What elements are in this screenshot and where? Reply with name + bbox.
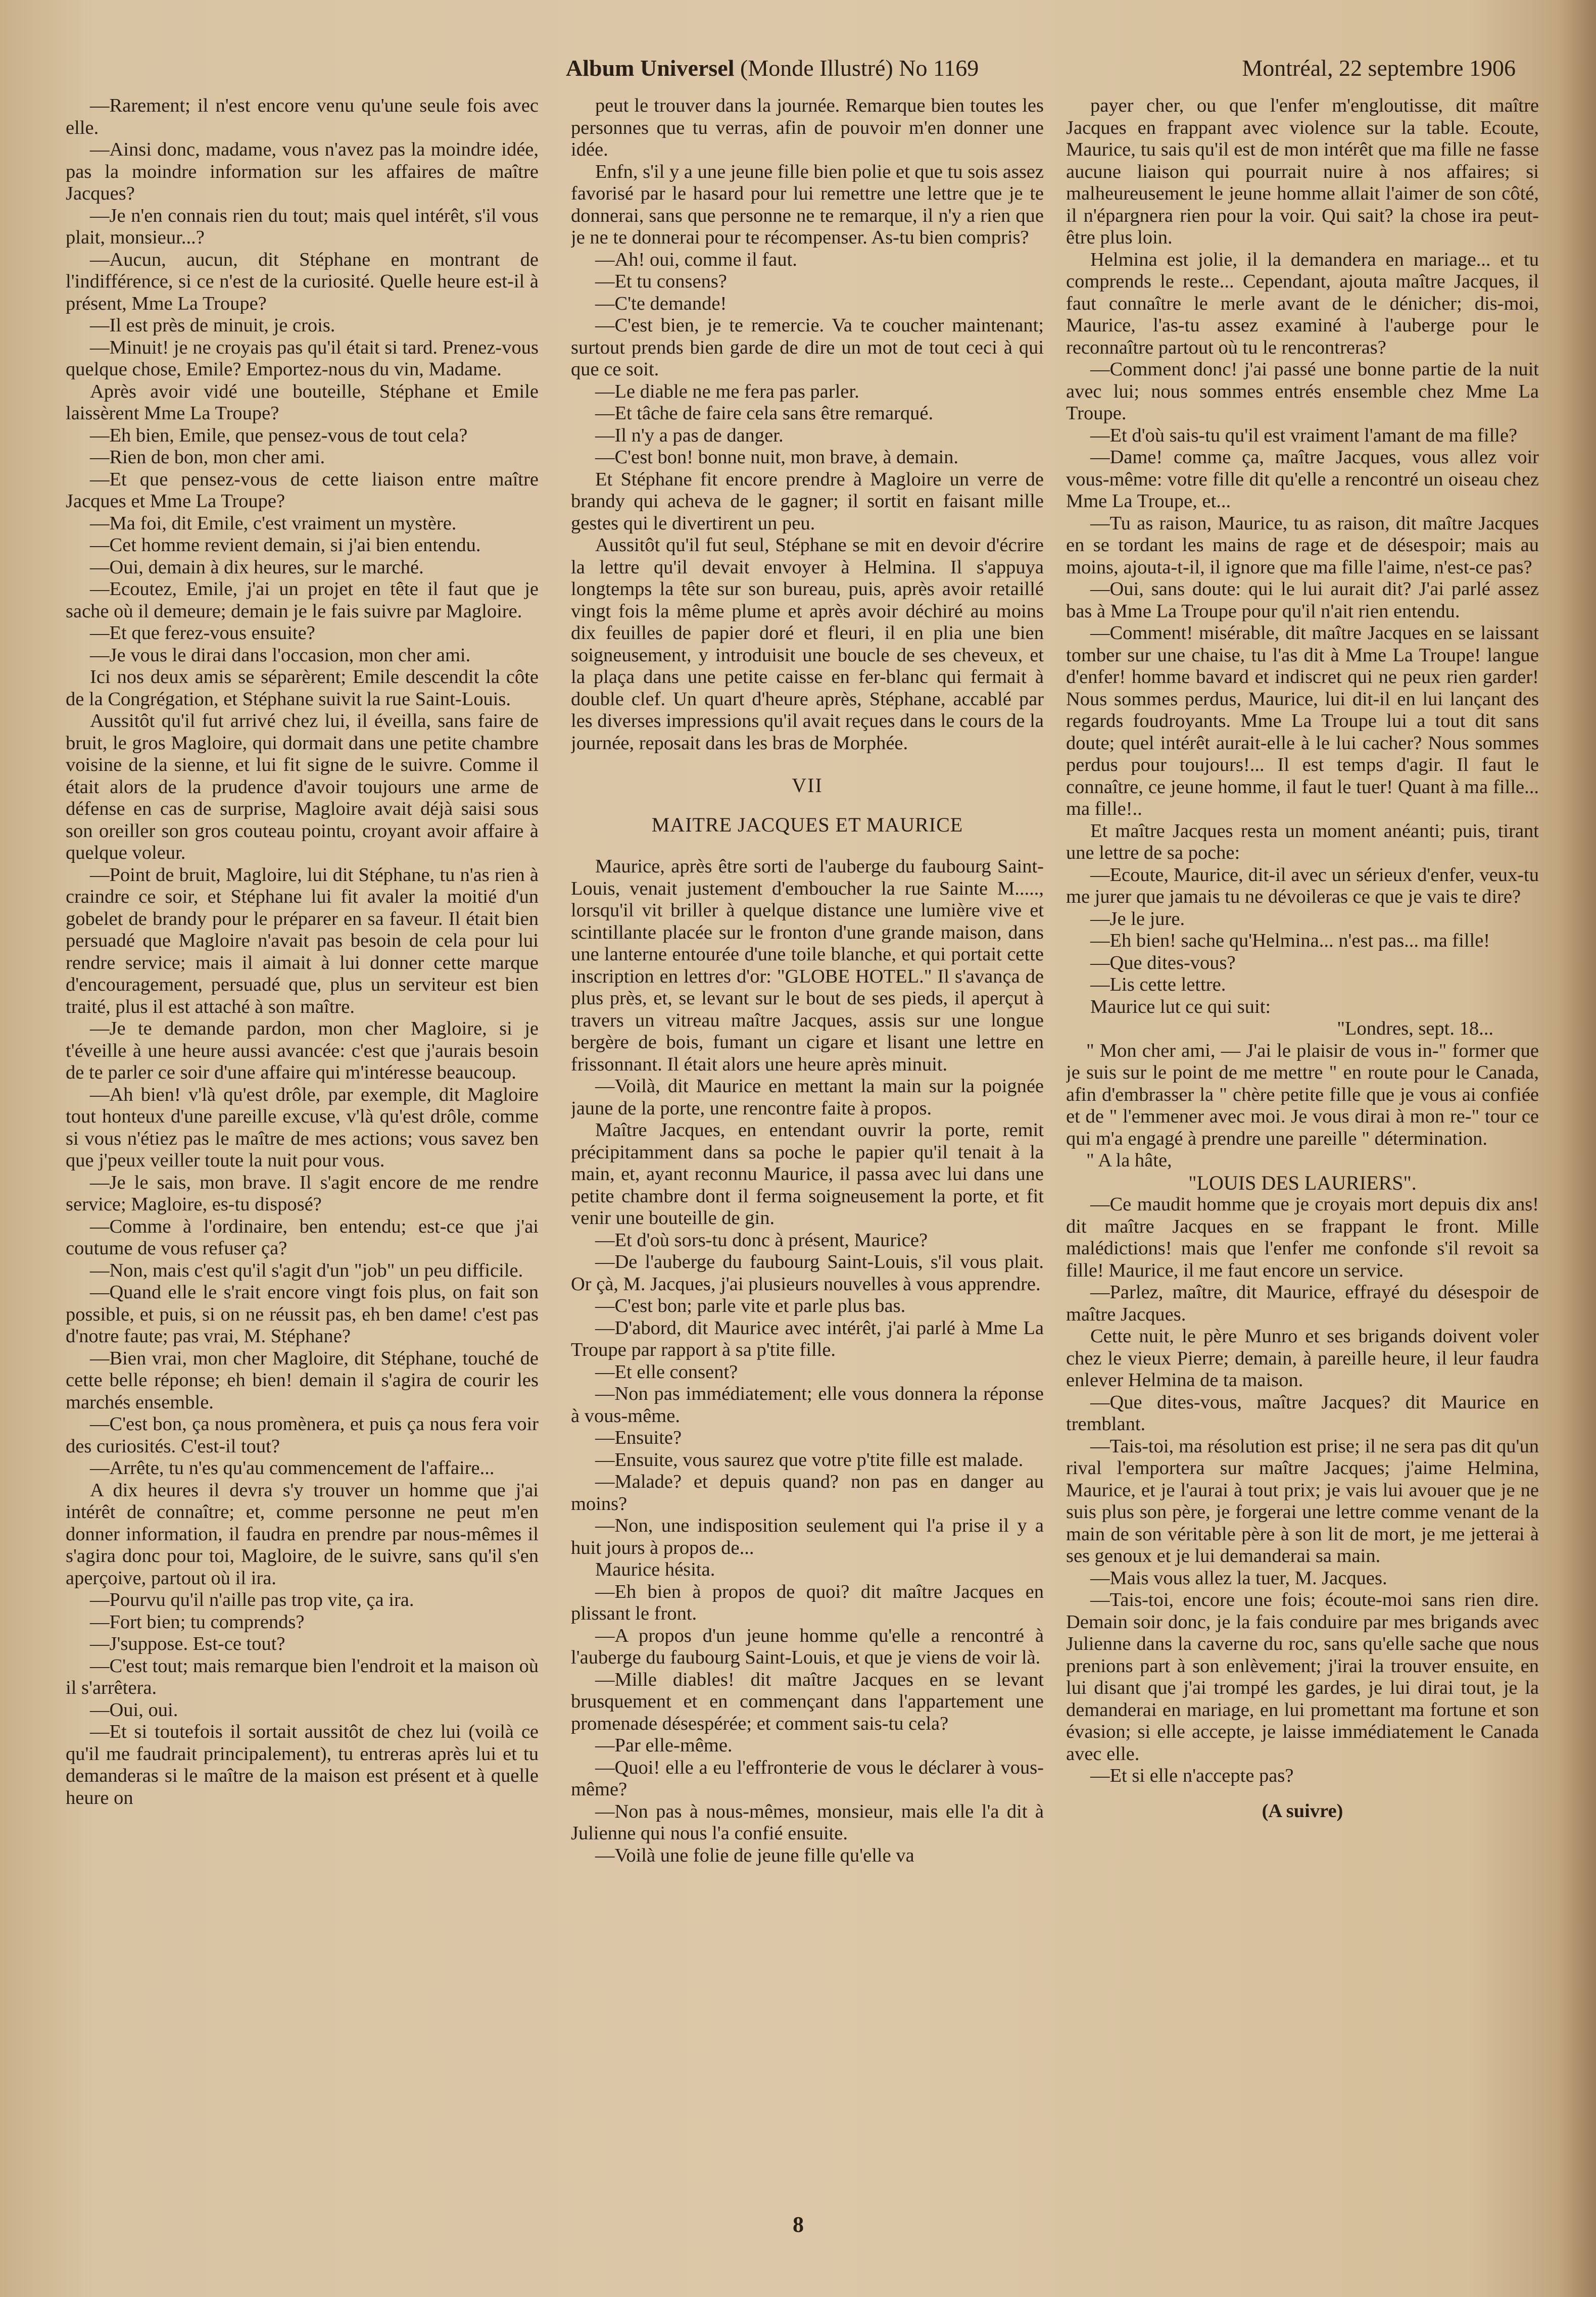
letter-signature: "LOUIS DES LAURIERS". <box>1188 1171 1417 1194</box>
paragraph: —Non pas immédiatement; elle vous donnera la réponse à vous-même. <box>571 1383 1044 1427</box>
paragraph: —Il est près de minuit, je crois. <box>90 315 335 336</box>
paragraph: " Mon cher ami, — J'ai le plaisir de vous in-" former que je suis sur le point de me mettre " en route pour le Canada, afin d'embrasser la " chère petite fille que je vous ai confiée et de " l'emmener avec moi. Je vous dirai à mon re-" tour ce qui m'a engagé à prendre une pareille " détermination. <box>1066 1040 1539 1149</box>
page-number: 8 <box>793 2212 804 2237</box>
paragraph: —Je le sais, mon brave. Il s'agit encore de me rendre service; Magloire, es-tu disposé? <box>66 1171 539 1215</box>
paragraph: —Malade? et depuis quand? non pas en danger au moins? <box>571 1471 1044 1514</box>
paragraph: —Oui, oui. <box>90 1699 178 1721</box>
chapter-title: MAITRE JACQUES ET MAURICE <box>651 813 963 836</box>
paragraph: —Ensuite, vous saurez que votre p'tite fille est malade. <box>595 1449 1024 1471</box>
text-column-1 <box>66 95 539 2212</box>
page-edge-shadow <box>1561 0 1596 2297</box>
paragraph: —C'te demande! <box>595 292 727 314</box>
paragraph: —Eh bien à propos de quoi? dit maître Jacques en plissant le front. <box>571 1581 1044 1624</box>
paragraph: Aussitôt qu'il fut seul, Stéphane se mit en devoir d'écrire la lettre qu'il devait envoyer à Helmina. Il s'appuya longtemps la tête sur son bureau, puis, après avoir retaillé vingt fois la même plume et après avoir déchiré au moins dix feuilles de papier doré et fleuri, il en plia une bien soigneusement, y introduisit une boucle de ses cheveux, et la plaça dans une petite caisse en fer-blanc qui fermait à double clef. Un quart d'heure après, Stéphane, accablé par les diverses impressions qu'il avait reçues dans le cours de la journée, reposait dans les bras de Morphée. <box>571 534 1044 754</box>
paragraph: —Dame! comme ça, maître Jacques, vous allez voir vous-même: votre fille dit qu'elle a rencontré un oiseau chez Mme La Troupe, et... <box>1066 447 1539 512</box>
paragraph: —Tais-toi, ma résolution est prise; il ne sera pas dit qu'un rival l'emportera sur maître Jacques; j'aime Helmina, Maurice, et je l'aurai à tout prix; je vais lui avouer que je ne suis plus son père, je forgerai une lettre comme venant de la main de son véritable père à son lit de mort, je me jetterai à ses genoux et je lui demanderai sa main. <box>1066 1435 1539 1567</box>
letter-place-date: "Londres, sept. 18... <box>1337 1018 1493 1039</box>
paragraph: —Ainsi donc, madame, vous n'avez pas la moindre idée, pas la moindre information sur les affaires de maître Jacques? <box>66 139 539 204</box>
paragraph: —Comme à l'ordinaire, ben entendu; est-ce que j'ai coutume de vous refuser ça? <box>66 1215 539 1259</box>
paragraph: —Arrête, tu n'es qu'au commencement de l'affaire... <box>90 1457 495 1479</box>
paragraph: —A propos d'un jeune homme qu'elle a rencontré à l'auberge du faubourg Saint-Louis, et que je viens de voir là. <box>571 1625 1044 1668</box>
paragraph: Et Stéphane fit encore prendre à Magloire un verre de brandy qui acheva de le gagner; il sortit en faisant mille gestes qui le divertirent un peu. <box>571 468 1044 534</box>
paragraph: —Aucun, aucun, dit Stéphane en montrant de l'indifférence, si ce n'est de la curiosité. Quelle heure est-il à présent, Mme La Troupe? <box>66 249 539 314</box>
paragraph: —Point de bruit, Magloire, lui dit Stéphane, tu n'as rien à craindre ce soir, et Stéphane lui fit avaler la moitié d'un gobelet de brandy pour le préparer en sa faveur. Il était bien persuadé que Magloire n'avait pas besoin de cela pour lui rendre service; mais il aimait à lui donner cette marque d'encouragement, persuadé que, plus un serviteur est bien traité, plus il est attaché à son maître. <box>66 864 539 1017</box>
paragraph: Enfn, s'il y a une jeune fille bien polie et que tu sois assez favorisé par le hasard pour lui remettre une lettre que je te donnerai, sans que personne ne te remarque, il n'y a rien que je ne te donnerai pour te récompenser. As-tu bien compris? <box>571 161 1044 248</box>
paragraph: —Eh bien! sache qu'Helmina... n'est pas... ma fille! <box>1090 930 1490 951</box>
to-be-continued: (A suivre) <box>1262 1800 1343 1822</box>
dateline: Montréal, 22 septembre 1906 <box>1242 55 1516 81</box>
paragraph: —C'est bon; parle vite et parle plus bas. <box>595 1295 906 1316</box>
paragraph: —C'est tout; mais remarque bien l'endroit et la maison où il s'arrêtera. <box>66 1655 539 1698</box>
masthead <box>566 55 979 81</box>
paragraph: —Parlez, maître, dit Maurice, effrayé du désespoir de maître Jacques. <box>1066 1282 1539 1325</box>
paragraph: —Voilà une folie de jeune fille qu'elle va <box>595 1844 914 1866</box>
paragraph: —Comment donc! j'ai passé une bonne partie de la nuit avec lui; nous sommes entrés ensemble chez Mme La Troupe. <box>1066 359 1539 424</box>
paragraph: —Minuit! je ne croyais pas qu'il était si tard. Prenez-vous quelque chose, Emile? Emportez-nous du vin, Madame. <box>66 336 539 380</box>
paragraph: Cette nuit, le père Munro et ses brigands doivent voler chez le vieux Pierre; demain, à pareille heure, il leur faudra enlever Helmina de ta maison. <box>1066 1326 1539 1391</box>
paragraph: —Rarement; il n'est encore venu qu'une seule fois avec elle. <box>66 95 539 138</box>
paragraph: —Et elle consent? <box>595 1361 738 1383</box>
paragraph: Maurice hésita. <box>595 1559 715 1580</box>
paragraph: —Je te demande pardon, mon cher Magloire, si je t'éveille à une heure aussi avancée: c'est que j'aurais besoin de te parler ce soir d'une affaire qui m'intéresse beaucoup. <box>66 1018 539 1083</box>
paragraph: —Tu as raison, Maurice, tu as raison, dit maître Jacques en se tordant les mains de rage et de désespoir; mais au moins, ajouta-t-il, il ignore que ma fille l'aime, n'est-ce pas? <box>1066 512 1539 578</box>
paragraph: —J'suppose. Est-ce tout? <box>90 1633 285 1654</box>
paragraph: Maurice lut ce qui suit: <box>1090 996 1271 1017</box>
paragraph: —C'est bon! bonne nuit, mon brave, à demain. <box>595 447 959 468</box>
quoted-letter <box>1066 1018 1539 1194</box>
paragraph: peut le trouver dans la journée. Remarque bien toutes les personnes que tu verras, afin de pouvoir m'en donner une idée. <box>571 95 1044 160</box>
paragraph: —Ah bien! v'là qu'est drôle, par exemple, dit Magloire tout honteux d'une pareille excuse, v'là qu'est drôle, comme si vous n'étiez pas le maître de mes actions; vous savez ben que j'peux veiller toute la nuit pour vous. <box>66 1084 539 1171</box>
running-header <box>66 51 1516 91</box>
paragraph: —Il n'y a pas de danger. <box>595 424 784 446</box>
paragraph: —Eh bien, Emile, que pensez-vous de tout cela? <box>90 424 468 446</box>
masthead-issue: (Monde Illustré) No 1169 <box>734 55 979 81</box>
column-3-text-before <box>1066 95 1539 1018</box>
paragraph: " A la hâte, <box>1086 1150 1172 1171</box>
paragraph: —Mille diables! dit maître Jacques en se levant brusquement et en commençant dans l'appartement une promenade désespérée; et comment sais-tu cela? <box>571 1669 1044 1734</box>
paragraph: —Oui, demain à dix heures, sur le marché. <box>90 556 424 578</box>
paragraph: —Lis cette lettre. <box>1090 974 1226 995</box>
paragraph: —Je vous le dirai dans l'occasion, mon cher ami. <box>90 644 471 666</box>
paragraph: —Ecoute, Maurice, dit-il avec un sérieux d'enfer, veux-tu me jurer que jamais tu ne dévoileras ce que je vais te dire? <box>1066 864 1539 907</box>
paragraph: Maurice, après être sorti de l'auberge du faubourg Saint-Louis, venait justement d'emboucher la rue Sainte M....., lorsqu'il vit briller à quelque distance une lumière vive et scintillante placée sur le fronton d'une grande maison, dans une lanterne entourée d'une toile blanche, et qui portait cette inscription en lettres d'or: "GLOBE HOTEL." Il s'avança de plus près, et, se levant sur le bout de ses pieds, il aperçut à travers un vitreau maître Jacques, assis sur une longue bergère de bois, fumant un cigare et lisant une lettre en frissonnant. Il était alors une heure après minuit. <box>571 856 1044 1075</box>
paragraph: —Mais vous allez la tuer, M. Jacques. <box>1090 1567 1387 1589</box>
paragraph: —De l'auberge du faubourg Saint-Louis, s'il vous plait. Or çà, M. Jacques, j'ai plusieurs nouvelles à vous apprendre. <box>571 1251 1044 1295</box>
text-column-3 <box>1066 95 1539 2212</box>
paragraph: —Que dites-vous? <box>1090 952 1236 973</box>
paragraph: —Non, une indisposition seulement qui l'a prise il y a huit jours à propos de... <box>571 1515 1044 1558</box>
paragraph: —Et d'où sais-tu qu'il est vraiment l'amant de ma fille? <box>1090 424 1518 446</box>
paragraph: Aussitôt qu'il fut arrivé chez lui, il éveilla, sans faire de bruit, le gros Magloire, qui dormait dans une petite chambre voisine de la sienne, et lui fit signe de le suivre. Comme il était alors de la prudence d'avoir toujours une arme de défense en cas de surprise, Magloire avait déjà saisi sous son oreiller son gros couteau pointu, croyant avoir affaire à quelque voleur. <box>66 710 539 863</box>
paragraph: —Bien vrai, mon cher Magloire, dit Stéphane, touché de cette belle réponse; eh bien! demain il s'agira de courir les marchés ensemble. <box>66 1347 539 1413</box>
paragraph: —Oui, sans doute: qui le lui aurait dit? J'ai parlé assez bas à Mme La Troupe pour qu'il n'ait rien entendu. <box>1066 578 1539 622</box>
paragraph: —Ce maudit homme que je croyais mort depuis dix ans! dit maître Jacques en se frappant le front. Mille malédictions! mais que l'enfer me confonde s'il revoit sa fille! Maurice, il me faut encore un service. <box>1066 1194 1539 1281</box>
paragraph: —Quoi! elle a eu l'effronterie de vous le déclarer à vous-même? <box>571 1756 1044 1800</box>
paragraph: —Et tâche de faire cela sans être remarqué. <box>595 403 934 424</box>
paragraph: Et maître Jacques resta un moment anéanti; puis, tirant une lettre de sa poche: <box>1066 820 1539 863</box>
masthead-title: Album Universel <box>566 55 735 81</box>
paragraph: —Je n'en connais rien du tout; mais quel intérêt, s'il vous plait, monsieur...? <box>66 205 539 248</box>
paragraph: —Non pas à nous-mêmes, monsieur, mais elle l'a dit à Julienne qui nous l'a confié ensuite. <box>571 1800 1044 1844</box>
paragraph: —Pourvu qu'il n'aille pas trop vite, ça ira. <box>90 1589 414 1610</box>
paragraph: —Et si toutefois il sortait aussitôt de chez lui (voilà ce qu'il me faudrait principalement), tu entreras après lui et tu demanderas si le maître de la maison est présent et à quelle heure on <box>66 1721 539 1809</box>
paragraph: —Je le jure. <box>1090 908 1185 930</box>
paragraph: —Par elle-même. <box>595 1735 733 1756</box>
paragraph: —Cet homme revient demain, si j'ai bien entendu. <box>90 534 481 556</box>
paragraph: —Et si elle n'accepte pas? <box>1090 1765 1294 1786</box>
paragraph: Helmina est jolie, il la demandera en mariage... et tu comprends le reste... Cependant, ajouta maître Jacques, il faut connaître le merle avant de le dénicher; dis-moi, Maurice, l'as-tu assez examiné à l'auberge pour le reconnaître partout où tu le rencontreras? <box>1066 249 1539 358</box>
paragraph: —Et que pensez-vous de cette liaison entre maître Jacques et Mme La Troupe? <box>66 468 539 512</box>
paragraph: —D'abord, dit Maurice avec intérêt, j'ai parlé à Mme La Troupe par rapport à sa p'tite fille. <box>571 1317 1044 1360</box>
paragraph: —Le diable ne me fera pas parler. <box>595 380 859 402</box>
paragraph: —Tais-toi, encore une fois; écoute-moi sans rien dire. Demain soir donc, je la fais conduire par mes brigands avec Julienne dans la caverne du roc, sans qu'elle sache que nous prenions part à son enlèvement; j'irai la trouver ensuite, en lui disant que j'ai trompé les gardes, je lui dirai tout, je la demanderai en mariage, en lui promettant ma fortune et son évasion; si elle accepte, je laisse immédiatement le Canada avec elle. <box>1066 1589 1539 1765</box>
paragraph: —Et que ferez-vous ensuite? <box>90 622 315 644</box>
chapter-number: VII <box>792 774 823 797</box>
paragraph: —Ecoutez, Emile, j'ai un projet en tête il faut que je sache où il demeure; demain je le fais suivre par Magloire. <box>66 578 539 622</box>
paragraph: Maître Jacques, en entendant ouvrir la porte, remit précipitamment dans sa poche le papier qu'il tenait à la main, et, ayant reconnu Maurice, il passa avec lui dans une petite chambre dont il ferma soigneusement la porte, et fit venir une bouteille de gin. <box>571 1119 1044 1229</box>
paragraph: —Non, mais c'est qu'il s'agit d'un "job" un peu difficile. <box>90 1259 523 1281</box>
paragraph: —Rien de bon, mon cher ami. <box>90 447 325 468</box>
paragraph: —Quand elle le s'rait encore vingt fois plus, on fait son possible, et puis, si on ne réussit pas, eh ben dame! c'est pas d'notre faute; pas vrai, M. Stéphane? <box>66 1282 539 1347</box>
paragraph: —Ma foi, dit Emile, c'est vraiment un mystère. <box>90 512 457 534</box>
paragraph: —Et tu consens? <box>595 271 727 292</box>
paragraph: —Comment! misérable, dit maître Jacques en se laissant tomber sur une chaise, tu l'as dit à Mme La Troupe! langue d'enfer! homme bavard et indiscret qui ne peux rien garder! Nous sommes perdus, Maurice, lui dit-il en lui lançant des regards foudroyants. Mme La Troupe lui a tout dit sans doute; quel intérêt aurait-elle à le lui cacher? Nous sommes perdus pour toujours!... Il est temps d'agir. Il faut le connaître, ce jeune homme, il faut le tuer! Quant à ma fille... ma fille!.. <box>1066 622 1539 819</box>
paragraph: —C'est bien, je te remercie. Va te coucher maintenant; surtout prends bien garde de dire un mot de tout ceci à qui que ce soit. <box>571 315 1044 380</box>
paragraph: —Ah! oui, comme il faut. <box>595 249 797 270</box>
paragraph: —C'est bon, ça nous promènera, et puis ça nous fera voir des curiosités. C'est-il tout? <box>66 1413 539 1457</box>
column-2-text-after <box>571 856 1044 1867</box>
paragraph: payer cher, ou que l'enfer m'engloutisse, dit maître Jacques en frappant avec violence sur la table. Ecoute, Maurice, tu sais qu'il est de mon intérêt que ma fille ne fasse aucune liaison qui pourrait nuire à nos affaires; si malheureusement le jeune homme allait l'aimer de son côté, il n'épargnera rien pour la voir. Qui sait? la chose ira peut-être plus loin. <box>1066 95 1539 248</box>
paragraph: —Que dites-vous, maître Jacques? dit Maurice en tremblant. <box>1066 1391 1539 1435</box>
paragraph: —Voilà, dit Maurice en mettant la main sur la poignée jaune de la porte, une rencontre faite à propos. <box>571 1076 1044 1119</box>
paragraph: Après avoir vidé une bouteille, Stéphane et Emile laissèrent Mme La Troupe? <box>66 380 539 424</box>
letter-body <box>1066 1040 1539 1172</box>
paragraph: Ici nos deux amis se séparèrent; Emile descendit la côte de la Congrégation, et Stéphane suivit la rue Saint-Louis. <box>66 666 539 710</box>
paragraph: —Fort bien; tu comprends? <box>90 1611 305 1633</box>
paragraph: —Et d'où sors-tu donc à présent, Maurice? <box>595 1229 928 1251</box>
paragraph: —Ensuite? <box>595 1427 682 1448</box>
column-2-text-before <box>571 95 1044 754</box>
paragraph: A dix heures il devra s'y trouver un homme que j'ai intérêt de connaître; et, comme personne ne peut m'en donner information, il faudra en prendre par nous-mêmes il s'agira donc pour toi, Magloire, de le suivre, sans qu'il s'en aperçoive, partout où il ira. <box>66 1479 539 1589</box>
text-column-2 <box>571 95 1044 2212</box>
column-3-text-after <box>1066 1194 1539 1787</box>
